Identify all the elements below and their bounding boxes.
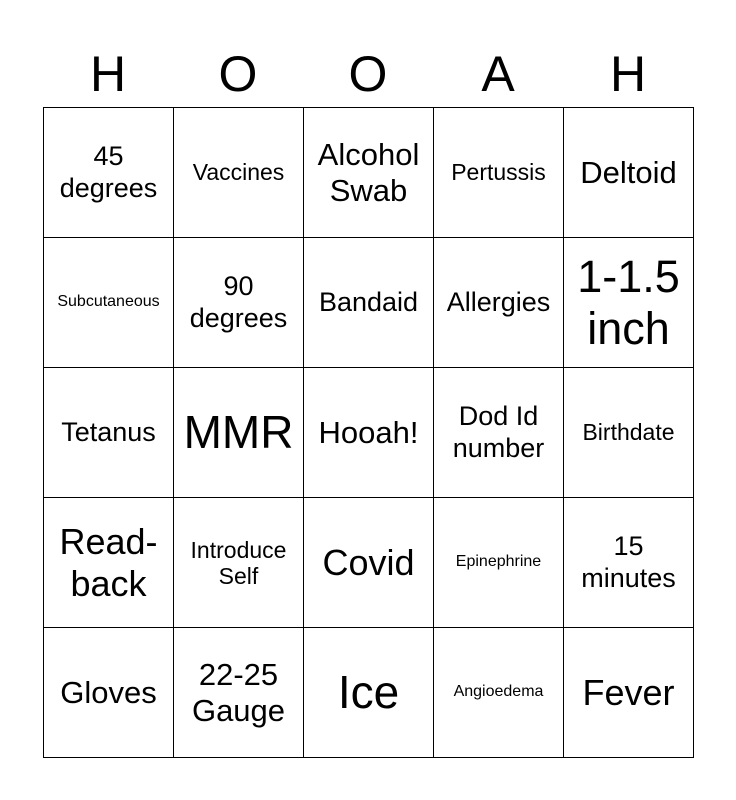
bingo-cell[interactable] — [44, 368, 174, 498]
cell-label: Bandaid — [318, 286, 419, 317]
cell-label: Allergies — [446, 286, 551, 317]
bingo-cell[interactable] — [434, 628, 564, 758]
bingo-cell[interactable] — [174, 108, 304, 238]
bingo-board — [43, 107, 694, 758]
cell-label: 90 degrees — [189, 271, 288, 333]
cell-label: 1-1.5 inch — [577, 250, 680, 354]
bingo-cell[interactable] — [434, 108, 564, 238]
cell-label: Gloves — [60, 674, 157, 710]
bingo-cell[interactable] — [44, 238, 174, 368]
cell-label: Epinephrine — [455, 553, 542, 571]
bingo-cell[interactable] — [564, 238, 694, 368]
bingo-cell[interactable] — [434, 238, 564, 368]
cell-label: Subcutaneous — [57, 293, 160, 311]
cell-label: Tetanus — [61, 416, 156, 447]
cell-label: 22-25 Gauge — [191, 656, 286, 728]
cell-label: Deltoid — [580, 154, 677, 190]
cell-label: Pertussis — [451, 159, 546, 186]
bingo-cell[interactable] — [304, 108, 434, 238]
bingo-cell[interactable] — [304, 368, 434, 498]
header-letter-o: O — [348, 46, 388, 102]
cell-label: Birthdate — [582, 419, 675, 446]
bingo-cell[interactable] — [564, 498, 694, 628]
header-letter-a: A — [481, 46, 515, 102]
bingo-cell[interactable] — [174, 368, 304, 498]
header-letter-o: O — [218, 46, 258, 102]
header-letter-h: H — [89, 46, 127, 102]
bingo-cell[interactable] — [564, 368, 694, 498]
bingo-cell[interactable] — [304, 628, 434, 758]
bingo-cell[interactable] — [434, 368, 564, 498]
bingo-cell[interactable] — [434, 498, 564, 628]
bingo-cell[interactable] — [174, 628, 304, 758]
cell-label: Covid — [322, 541, 415, 583]
bingo-cell[interactable] — [174, 238, 304, 368]
cell-label: Fever — [582, 671, 675, 713]
bingo-header — [43, 40, 693, 108]
bingo-cell[interactable] — [304, 238, 434, 368]
cell-label: Alcohol Swab — [317, 136, 420, 208]
cell-label: MMR — [183, 406, 294, 459]
bingo-cell[interactable] — [174, 498, 304, 628]
cell-label: Dod Id number — [452, 401, 545, 463]
cell-label: Introduce Self — [190, 536, 287, 589]
bingo-cell[interactable] — [564, 108, 694, 238]
cell-label: 15 minutes — [581, 531, 676, 593]
cell-label: Angioedema — [453, 683, 544, 701]
cell-label: 45 degrees — [59, 141, 158, 203]
cell-label: Vaccines — [192, 159, 285, 186]
bingo-cell[interactable] — [304, 498, 434, 628]
bingo-cell[interactable] — [44, 628, 174, 758]
header-letter-h: H — [609, 46, 647, 102]
cell-label: Read-back — [59, 521, 158, 604]
cell-label: Ice — [337, 666, 400, 719]
bingo-cell[interactable] — [44, 498, 174, 628]
cell-label: Hooah! — [318, 414, 419, 450]
bingo-cell[interactable] — [564, 628, 694, 758]
bingo-cell[interactable] — [44, 108, 174, 238]
